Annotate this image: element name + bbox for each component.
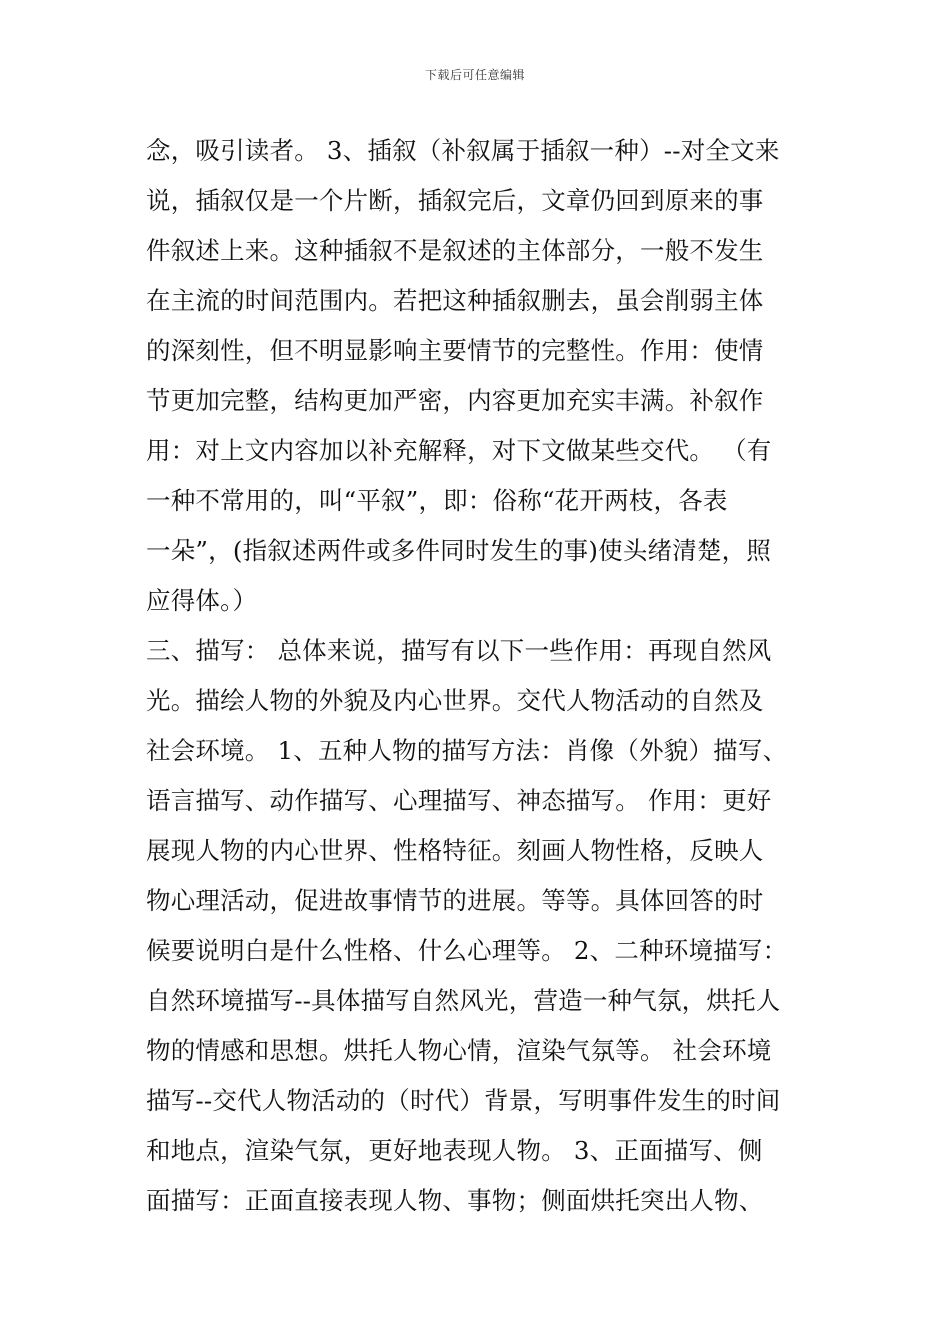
text-line: 三、描写： 总体来说，描写有以下一些作用：再现自然风 [146,636,772,665]
text-line: 说，插叙仅是一个片断，插叙完后，文章仍回到原来的事 [146,186,764,215]
text-line: 光。描绘人物的外貌及内心世界。交代人物活动的自然及 [146,686,764,715]
text-line: 应得体。） [146,586,258,615]
text-line: 社会环境。 1、五种人物的描写方法：肖像（外貌）描写、 [146,736,788,765]
text-line: 描写--交代人物活动的（时代）背景，写明事件发生的时间 [146,1086,781,1115]
document-body [146,126,806,1226]
text-line: 一朵”，(指叙述两件或多件同时发生的事)使头绪清楚，照 [146,536,772,565]
text-line: 自然环境描写--具体描写自然风光，营造一种气氛，烘托人 [146,986,781,1015]
text-line: 语言描写、动作描写、心理描写、神态描写。 作用：更好 [146,786,772,815]
text-line: 用：对上文内容加以补充解释，对下文做某些交代。 （有 [146,436,772,465]
text-line: 候要说明白是什么性格、什么心理等。 2、二种环境描写： [146,936,788,965]
text-line: 面描写：正面直接表现人物、事物；侧面烘托突出人物、 [146,1186,764,1215]
text-line: 念，吸引读者。 3、插叙（补叙属于插叙一种）--对全文来 [146,136,780,165]
text-line: 物心理活动，促进故事情节的进展。等等。具体回答的时 [146,886,764,915]
page-header: 下载后可任意编辑 [424,68,525,82]
text-line: 节更加完整，结构更加严密，内容更加充实丰满。补叙作 [146,386,764,415]
text-line: 一种不常用的，叫“平叙”，即：俗称“花开两枝，各表 [146,486,728,515]
text-line: 物的情感和思想。烘托人物心情，渲染气氛等。 社会环境 [146,1036,772,1065]
text-line: 件叙述上来。这种插叙不是叙述的主体部分，一般不发生 [146,236,764,265]
text-line: 在主流的时间范围内。若把这种插叙删去，虽会削弱主体 [146,286,764,315]
text-line: 和地点，渲染气氛，更好地表现人物。 3、正面描写、侧 [146,1136,763,1165]
text-line: 的深刻性，但不明显影响主要情节的完整性。作用：使情 [146,336,764,365]
text-line: 展现人物的内心世界、性格特征。刻画人物性格，反映人 [146,836,764,865]
